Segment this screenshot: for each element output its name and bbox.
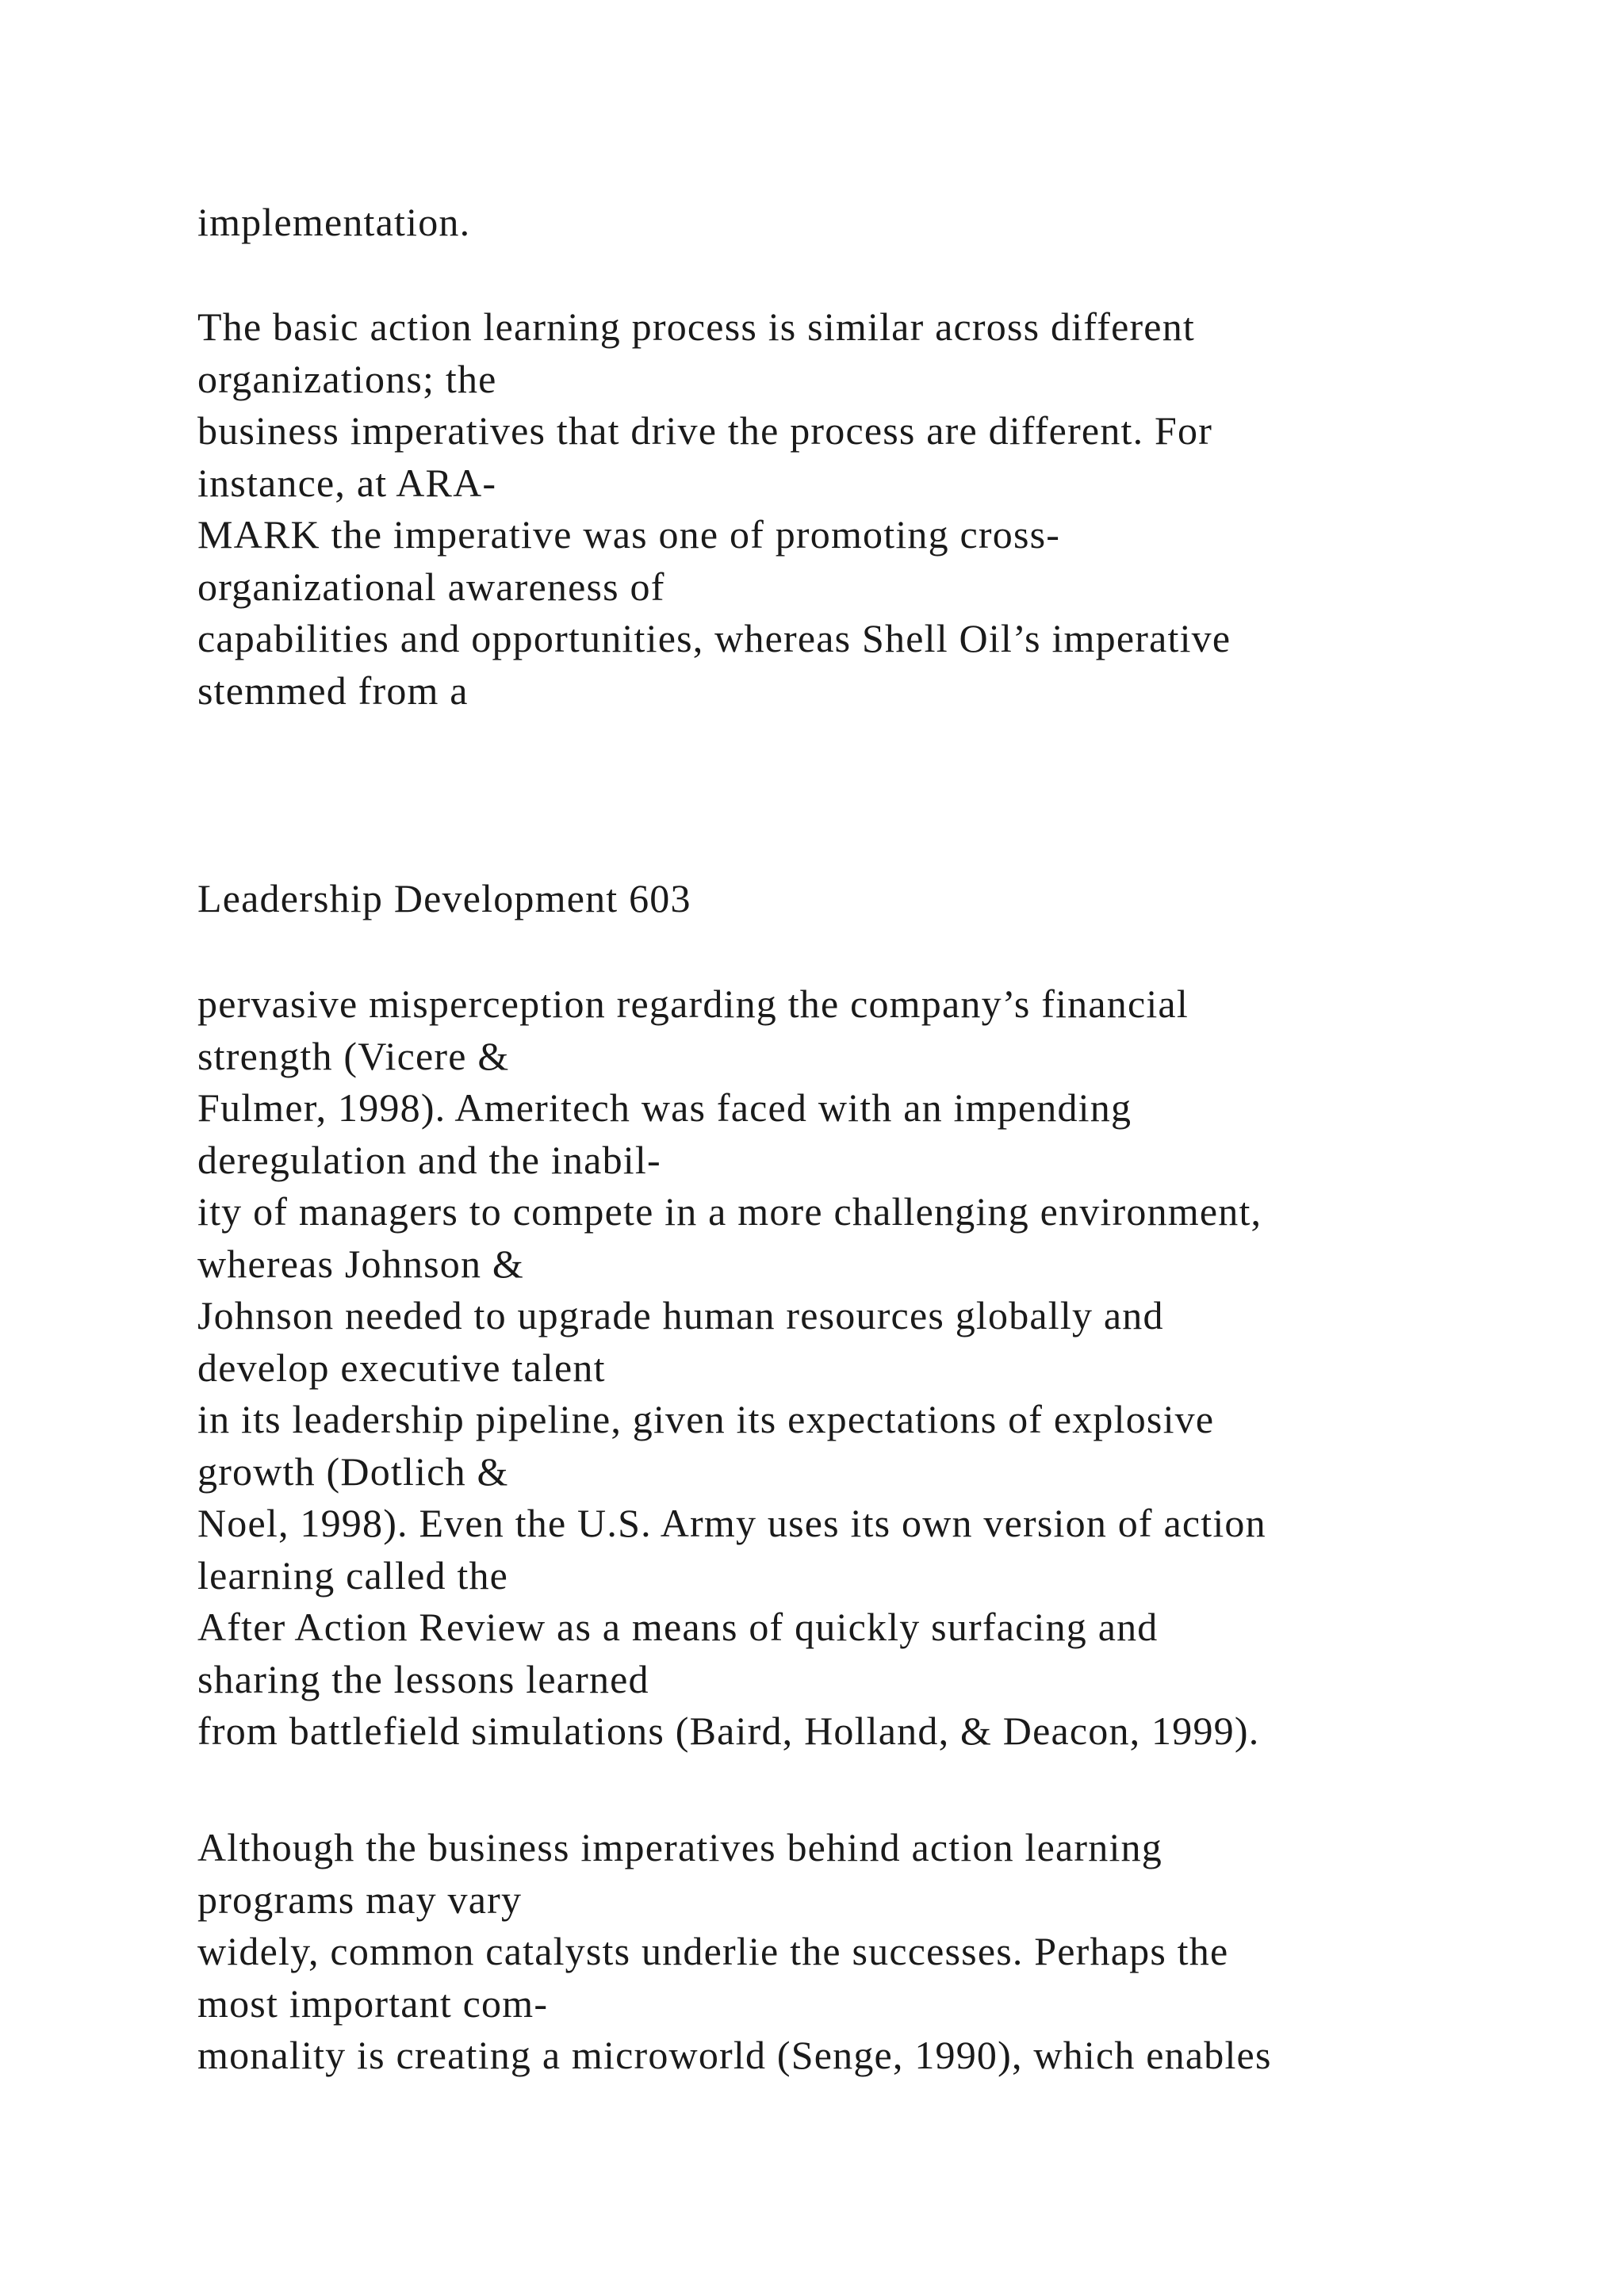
text-line: develop executive talent xyxy=(197,1345,606,1390)
text-line: implementation. xyxy=(197,200,471,244)
text-line: most important com- xyxy=(197,1980,549,2026)
text-line: from battlefield simulations (Baird, Holland, & Deacon, 1999). xyxy=(197,1709,1260,1753)
text-line: The basic action learning process is similar across different xyxy=(197,304,1195,349)
text-line: MARK the imperative was one of promoting cross- xyxy=(197,512,1061,557)
text-line: whereas Johnson & xyxy=(197,1241,525,1286)
text-line: Noel, 1998). Even the U.S. Army uses its own version of action xyxy=(197,1501,1266,1545)
text-line: Although the business imperatives behind action learning xyxy=(197,1825,1162,1869)
text-line: pervasive misperception regarding the company’s financial xyxy=(197,982,1189,1026)
text-line: Johnson needed to upgrade human resources globally and xyxy=(197,1293,1164,1337)
text-line: organizations; the xyxy=(197,356,497,401)
text-line: programs may vary xyxy=(197,1877,523,1922)
paragraph-misperception xyxy=(197,978,1545,1758)
text-line: deregulation and the inabil- xyxy=(197,1137,661,1182)
text-fragment-implementation xyxy=(197,197,1545,249)
text-line: organizational awareness of xyxy=(197,564,665,609)
text-line: learning called the xyxy=(197,1552,509,1598)
text-line: capabilities and opportunities, whereas Shell Oil’s imperative xyxy=(197,616,1231,660)
text-line: sharing the lessons learned xyxy=(197,1656,649,1701)
text-line: ity of managers to compete in a more challenging environment, xyxy=(197,1189,1262,1234)
paragraph-catalysts xyxy=(197,1822,1545,2082)
text-line: monality is creating a microworld (Senge, 1990), which enables xyxy=(197,2033,1272,2077)
paragraph-basic-action-learning xyxy=(197,301,1545,717)
text-line: in its leadership pipeline, given its expectations of explosive xyxy=(197,1397,1215,1441)
text-line: widely, common catalysts underlie the successes. Perhaps the xyxy=(197,1929,1229,1973)
text-line: strength (Vicere & xyxy=(197,1033,510,1078)
text-line: After Action Review as a means of quickly surfacing and xyxy=(197,1605,1159,1649)
running-header-text: Leadership Development 603 xyxy=(197,876,691,920)
text-line: stemmed from a xyxy=(197,668,469,713)
running-header xyxy=(197,873,1545,925)
text-line: Fulmer, 1998). Ameritech was faced with an impending xyxy=(197,1085,1132,1130)
text-line: growth (Dotlich & xyxy=(197,1448,509,1494)
text-line: instance, at ARA- xyxy=(197,460,497,505)
text-line: business imperatives that drive the process are different. For xyxy=(197,408,1213,453)
